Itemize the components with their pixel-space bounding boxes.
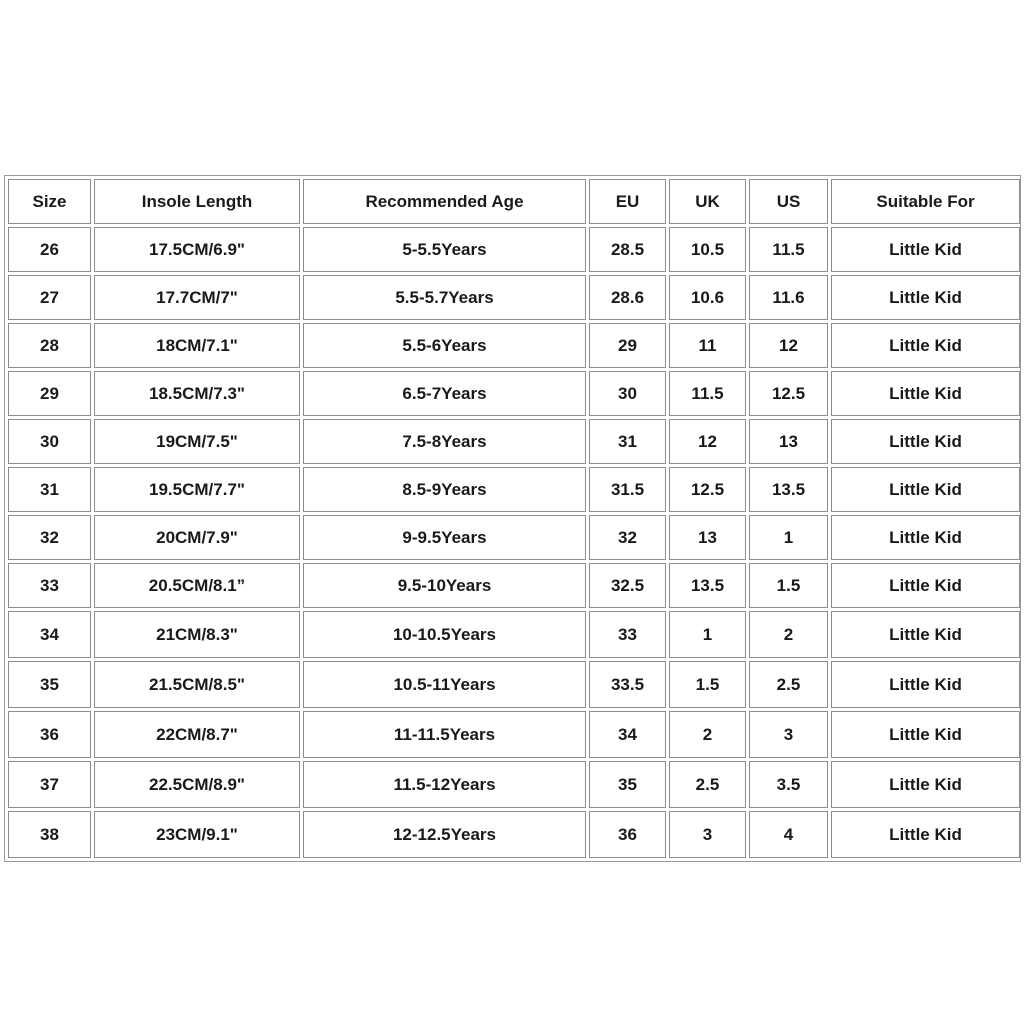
cell-uk: 13 bbox=[669, 515, 746, 560]
cell-recommended-age: 5-5.5Years bbox=[303, 227, 586, 272]
cell-eu: 28.6 bbox=[589, 275, 666, 320]
cell-size: 35 bbox=[8, 661, 91, 708]
header-row bbox=[8, 179, 1020, 224]
cell-insole-length: 20CM/7.9" bbox=[94, 515, 300, 560]
header-us: US bbox=[749, 179, 828, 224]
cell-recommended-age: 11.5-12Years bbox=[303, 761, 586, 808]
table-row bbox=[8, 711, 1020, 758]
cell-us: 2.5 bbox=[749, 661, 828, 708]
cell-insole-length: 19.5CM/7.7" bbox=[94, 467, 300, 512]
cell-suitable-for: Little Kid bbox=[831, 515, 1020, 560]
cell-recommended-age: 11-11.5Years bbox=[303, 711, 586, 758]
cell-insole-length: 22CM/8.7" bbox=[94, 711, 300, 758]
cell-size: 27 bbox=[8, 275, 91, 320]
cell-uk: 11 bbox=[669, 323, 746, 368]
cell-suitable-for: Little Kid bbox=[831, 275, 1020, 320]
size-table bbox=[5, 176, 1023, 861]
cell-eu: 29 bbox=[589, 323, 666, 368]
cell-us: 1 bbox=[749, 515, 828, 560]
table-row bbox=[8, 811, 1020, 858]
cell-us: 13 bbox=[749, 419, 828, 464]
cell-us: 3 bbox=[749, 711, 828, 758]
cell-size: 37 bbox=[8, 761, 91, 808]
header-size: Size bbox=[8, 179, 91, 224]
cell-eu: 30 bbox=[589, 371, 666, 416]
cell-us: 12 bbox=[749, 323, 828, 368]
cell-suitable-for: Little Kid bbox=[831, 467, 1020, 512]
cell-size: 31 bbox=[8, 467, 91, 512]
cell-recommended-age: 5.5-5.7Years bbox=[303, 275, 586, 320]
cell-us: 2 bbox=[749, 611, 828, 658]
cell-insole-length: 19CM/7.5" bbox=[94, 419, 300, 464]
cell-suitable-for: Little Kid bbox=[831, 611, 1020, 658]
cell-uk: 3 bbox=[669, 811, 746, 858]
cell-suitable-for: Little Kid bbox=[831, 761, 1020, 808]
cell-suitable-for: Little Kid bbox=[831, 419, 1020, 464]
cell-uk: 10.6 bbox=[669, 275, 746, 320]
cell-uk: 12.5 bbox=[669, 467, 746, 512]
cell-insole-length: 21CM/8.3" bbox=[94, 611, 300, 658]
header-uk: UK bbox=[669, 179, 746, 224]
cell-eu: 31 bbox=[589, 419, 666, 464]
cell-uk: 12 bbox=[669, 419, 746, 464]
cell-eu: 31.5 bbox=[589, 467, 666, 512]
header-insole-length: Insole Length bbox=[94, 179, 300, 224]
table-row bbox=[8, 467, 1020, 512]
cell-us: 12.5 bbox=[749, 371, 828, 416]
cell-suitable-for: Little Kid bbox=[831, 661, 1020, 708]
table-row bbox=[8, 323, 1020, 368]
cell-recommended-age: 12-12.5Years bbox=[303, 811, 586, 858]
table-row bbox=[8, 227, 1020, 272]
cell-size: 28 bbox=[8, 323, 91, 368]
cell-eu: 36 bbox=[589, 811, 666, 858]
cell-insole-length: 22.5CM/8.9" bbox=[94, 761, 300, 808]
cell-insole-length: 17.5CM/6.9" bbox=[94, 227, 300, 272]
header-eu: EU bbox=[589, 179, 666, 224]
size-chart bbox=[4, 175, 1021, 862]
cell-us: 11.5 bbox=[749, 227, 828, 272]
table-row bbox=[8, 275, 1020, 320]
cell-us: 1.5 bbox=[749, 563, 828, 608]
cell-insole-length: 17.7CM/7" bbox=[94, 275, 300, 320]
cell-size: 34 bbox=[8, 611, 91, 658]
cell-uk: 2 bbox=[669, 711, 746, 758]
cell-us: 3.5 bbox=[749, 761, 828, 808]
cell-us: 11.6 bbox=[749, 275, 828, 320]
cell-uk: 11.5 bbox=[669, 371, 746, 416]
table-row bbox=[8, 419, 1020, 464]
cell-suitable-for: Little Kid bbox=[831, 371, 1020, 416]
cell-us: 4 bbox=[749, 811, 828, 858]
cell-uk: 10.5 bbox=[669, 227, 746, 272]
cell-eu: 32 bbox=[589, 515, 666, 560]
cell-suitable-for: Little Kid bbox=[831, 711, 1020, 758]
table-row bbox=[8, 761, 1020, 808]
cell-recommended-age: 5.5-6Years bbox=[303, 323, 586, 368]
cell-recommended-age: 10.5-11Years bbox=[303, 661, 586, 708]
cell-uk: 1.5 bbox=[669, 661, 746, 708]
header-suitable-for: Suitable For bbox=[831, 179, 1020, 224]
cell-size: 26 bbox=[8, 227, 91, 272]
table-row bbox=[8, 371, 1020, 416]
cell-uk: 1 bbox=[669, 611, 746, 658]
cell-size: 32 bbox=[8, 515, 91, 560]
cell-suitable-for: Little Kid bbox=[831, 811, 1020, 858]
cell-size: 33 bbox=[8, 563, 91, 608]
cell-uk: 13.5 bbox=[669, 563, 746, 608]
table-row bbox=[8, 515, 1020, 560]
cell-recommended-age: 7.5-8Years bbox=[303, 419, 586, 464]
cell-recommended-age: 9.5-10Years bbox=[303, 563, 586, 608]
cell-size: 38 bbox=[8, 811, 91, 858]
cell-insole-length: 18CM/7.1" bbox=[94, 323, 300, 368]
cell-suitable-for: Little Kid bbox=[831, 323, 1020, 368]
cell-eu: 34 bbox=[589, 711, 666, 758]
cell-eu: 33 bbox=[589, 611, 666, 658]
cell-us: 13.5 bbox=[749, 467, 828, 512]
cell-eu: 33.5 bbox=[589, 661, 666, 708]
table-row bbox=[8, 611, 1020, 658]
cell-insole-length: 18.5CM/7.3" bbox=[94, 371, 300, 416]
cell-insole-length: 20.5CM/8.1” bbox=[94, 563, 300, 608]
cell-recommended-age: 6.5-7Years bbox=[303, 371, 586, 416]
cell-recommended-age: 10-10.5Years bbox=[303, 611, 586, 658]
cell-insole-length: 21.5CM/8.5" bbox=[94, 661, 300, 708]
cell-suitable-for: Little Kid bbox=[831, 563, 1020, 608]
cell-recommended-age: 8.5-9Years bbox=[303, 467, 586, 512]
cell-recommended-age: 9-9.5Years bbox=[303, 515, 586, 560]
cell-eu: 28.5 bbox=[589, 227, 666, 272]
cell-suitable-for: Little Kid bbox=[831, 227, 1020, 272]
table-row bbox=[8, 661, 1020, 708]
table-row bbox=[8, 563, 1020, 608]
cell-eu: 32.5 bbox=[589, 563, 666, 608]
cell-size: 29 bbox=[8, 371, 91, 416]
cell-size: 36 bbox=[8, 711, 91, 758]
cell-insole-length: 23CM/9.1" bbox=[94, 811, 300, 858]
cell-eu: 35 bbox=[589, 761, 666, 808]
cell-uk: 2.5 bbox=[669, 761, 746, 808]
header-recommended-age: Recommended Age bbox=[303, 179, 586, 224]
cell-size: 30 bbox=[8, 419, 91, 464]
